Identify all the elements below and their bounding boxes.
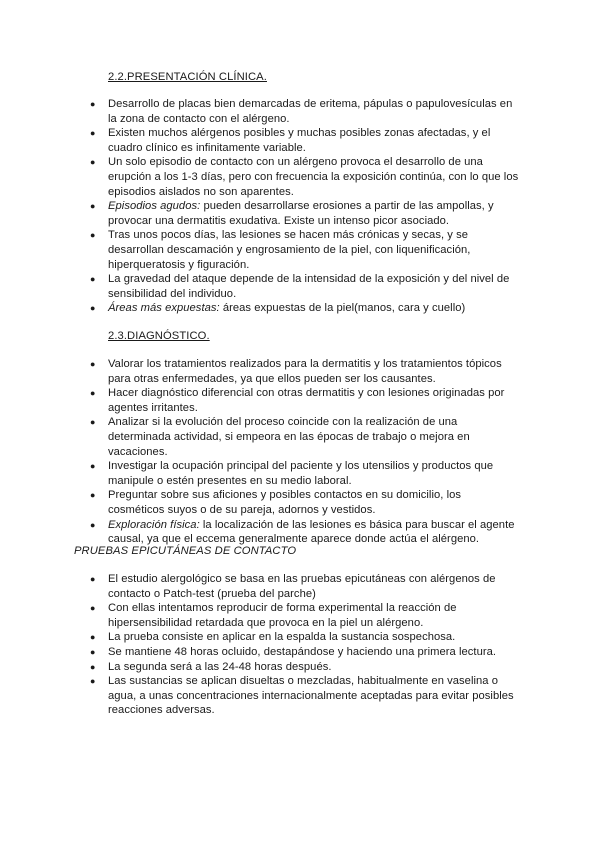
item-text: Tras unos pocos días, las lesiones se hacen más crónicas y secas, y se desarrollan descamación y engrosamiento de la piel, con liquenificación, hiperqueratosis y figuración. (108, 229, 471, 271)
bullet-icon: ● (90, 574, 96, 584)
item-text: Las sustancias se aplican disueltas o mezcladas, habitualmente en vaselina o agua, a unas concentraciones internacionalmente aceptadas para evitar posibles reacciones adversas. (108, 675, 514, 717)
item-text: Existen muchos alérgenos posibles y muchas posibles zonas afectadas, y el cuadro clínico es infinitamente variable. (108, 127, 491, 154)
item-text: La prueba consiste en aplicar en la espalda la sustancia sospechosa. (108, 631, 456, 644)
item-text: Un solo episodio de contacto con un alérgeno provoca el desarrollo de una erupción a los 1-3 días, pero con frecuencia la exposición continúa, con lo que los episodios aislados no son aparentes. (108, 156, 519, 198)
item-text: Valorar los tratamientos realizados para la dermatitis y los tratamientos tópicos para otras enfermedades, ya que ellos pueden ser los causantes. (108, 358, 502, 385)
pruebas-epicutaneas-list (0, 572, 600, 718)
bullet-icon: ● (90, 128, 96, 139)
bullet-icon: ● (90, 417, 96, 428)
list-item (0, 155, 600, 199)
bullet-icon: ● (90, 519, 96, 530)
list-item (0, 518, 600, 547)
list-item (0, 357, 600, 386)
bullet-icon: ● (90, 230, 96, 241)
item-text: pueden desarrollarse erosiones a partir de las ampollas, y provocar una dermatitis exudativa. Existe un intenso picor asociado. (108, 200, 494, 227)
item-label: Episodios agudos: (108, 200, 201, 213)
bullet-icon: ● (90, 661, 96, 672)
list-item (0, 272, 600, 301)
item-label: Exploración física: (108, 518, 200, 531)
bullet-icon: ● (90, 99, 96, 109)
list-item (0, 97, 600, 126)
section-heading-presentacion-clinica: 2.2.PRESENTACIÓN CLÍNICA. (108, 71, 267, 83)
list-item (0, 660, 600, 675)
section-heading-diagnostico: 2.3.DIAGNÓSTICO. (108, 330, 210, 342)
bullet-icon: ● (90, 303, 96, 314)
bullet-icon: ● (90, 359, 96, 369)
list-item (0, 601, 600, 630)
item-text: La gravedad del ataque depende de la intensidad de la exposición y del nivel de sensibilidad del individuo. (108, 273, 510, 300)
bullet-icon: ● (90, 632, 96, 643)
item-text: la localización de las lesiones es básica para buscar el agente causal, ya que el eccema generalmente aparece donde actúa el alérgeno. (108, 518, 515, 546)
list-item (0, 386, 600, 415)
bullet-icon: ● (90, 646, 96, 657)
list-item (0, 228, 600, 272)
item-text: Desarrollo de placas bien demarcadas de eritema, pápulas o papulovesículas en la zona de contacto con el alérgeno. (108, 98, 513, 125)
item-text: Preguntar sobre sus aficiones y posibles contactos en su domicilio, los cosméticos suyos o de su pareja, adornos y vestidos. (108, 489, 462, 516)
item-text: Se mantiene 48 horas ocluido, destapándose y haciendo una primera lectura. (108, 645, 497, 658)
presentacion-clinica-list (0, 97, 600, 316)
bullet-icon: ● (90, 274, 96, 285)
list-item (0, 572, 600, 601)
bullet-icon: ● (90, 603, 96, 614)
item-text: El estudio alergológico se basa en las pruebas epicutáneas con alérgenos de contacto o Patch-test (prueba del parche) (108, 573, 496, 600)
list-item (0, 630, 600, 645)
bullet-icon: ● (90, 461, 96, 472)
item-label: Áreas más expuestas: (108, 302, 220, 315)
bullet-icon: ● (90, 388, 96, 399)
bullet-icon: ● (90, 490, 96, 501)
list-item (0, 301, 600, 316)
list-item (0, 126, 600, 155)
list-item (0, 415, 600, 459)
section-heading-pruebas-epicutaneas: PRUEBAS EPICUTÁNEAS DE CONTACTO (74, 545, 297, 557)
item-text: Con ellas intentamos reproducir de forma experimental la reacción de hipersensibilidad retardada que provoca en la piel un alérgeno. (108, 602, 457, 629)
bullet-icon: ● (90, 201, 96, 212)
item-text: áreas expuestas de la piel(manos, cara y cuello) (219, 302, 466, 315)
list-item (0, 488, 600, 517)
bullet-icon: ● (90, 676, 96, 687)
item-text: Investigar la ocupación principal del paciente y los utensilios y productos que manipule o estén presentes en su medio laboral. (108, 460, 494, 487)
list-item (0, 674, 600, 718)
bullet-icon: ● (90, 157, 96, 168)
diagnostico-list (0, 357, 600, 547)
item-text: La segunda será a las 24-48 horas después. (108, 660, 332, 673)
list-item (0, 645, 600, 660)
list-item (0, 459, 600, 488)
list-item (0, 199, 600, 228)
item-text: Analizar si la evolución del proceso coincide con la realización de una determinada actividad, si empeora en las épocas de trabajo o mejora en vacaciones. (108, 416, 470, 458)
item-text: Hacer diagnóstico diferencial con otras dermatitis y con lesiones originadas por agentes irritantes. (108, 387, 505, 414)
